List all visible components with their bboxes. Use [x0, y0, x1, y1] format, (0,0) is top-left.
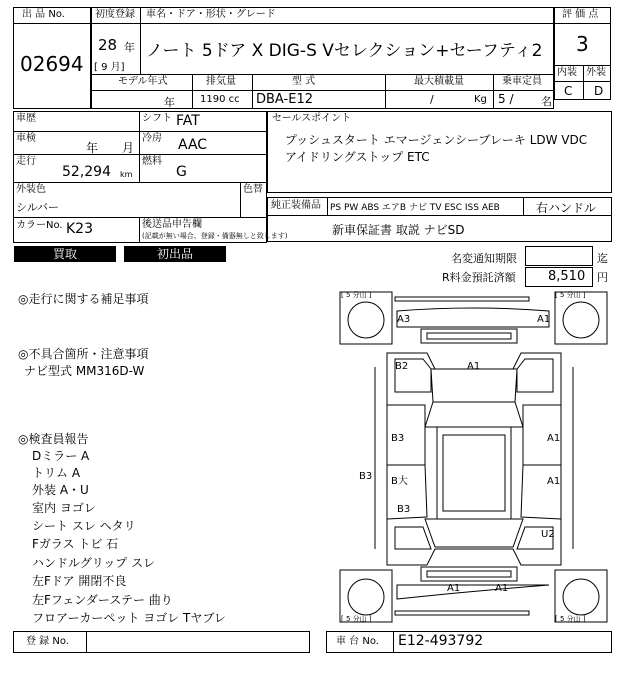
front-bumper: [395, 297, 529, 301]
windshield: [425, 402, 523, 427]
model-year-label: モデル年式: [118, 76, 168, 87]
inspector-line-2: トリム A: [32, 466, 81, 480]
car-body-outline: [387, 353, 561, 565]
damage-mark: B3: [359, 471, 373, 482]
lot-number: 02694: [20, 52, 84, 76]
car-name-label: 車名・ドア・形状・グレード: [146, 9, 276, 20]
capacity-unit: 名: [541, 95, 552, 108]
purchase-badge: 買取: [14, 246, 116, 262]
docs-note: (記載が無い場合、登録・備器無しと致します): [142, 232, 288, 240]
damage-mark: A1: [537, 314, 551, 325]
car-damage-diagram: [335, 287, 612, 625]
inspection-month: 月: [122, 141, 135, 155]
rear-bumper: [397, 585, 549, 599]
equipment-value: PS PW ABS エアB ナビ TV ESC ISS AEB: [330, 203, 500, 213]
chassis-label: 車 台 No.: [336, 636, 379, 647]
aircon-value: AAC: [178, 137, 208, 153]
tire-rear-right: [563, 579, 599, 615]
defects-line: ナビ型式 MM316D-W: [24, 364, 145, 378]
grade-label: 評 価 点: [562, 9, 599, 20]
tire-depth-front-right: [ 5 分山 ]: [555, 291, 586, 299]
damage-mark: A1: [495, 583, 509, 594]
damage-mark: B2: [395, 361, 409, 372]
selling-points-line-2: アイドリングストップ ETC: [285, 150, 430, 164]
shift-label: シフト: [142, 113, 172, 124]
color-label: 外装色: [16, 184, 46, 195]
shift-value: FAT: [176, 113, 200, 129]
handle-value: 右ハンドル: [536, 201, 597, 215]
damage-mark: U2: [541, 529, 555, 540]
mileage-label: 走行: [16, 156, 36, 167]
lot-label: 出 品 No.: [22, 9, 65, 20]
tire-depth-rear-left: [ 5 分山 ]: [341, 615, 372, 623]
defects-label: ◎不具合箇所・注意事項: [18, 347, 149, 361]
inspector-line-3: 外装 A・U: [32, 483, 89, 497]
damage-mark: A1: [547, 433, 561, 444]
inspector-line-4: 室内 ヨゴレ: [32, 501, 96, 515]
damage-mark: B大: [391, 476, 408, 487]
inspector-line-6: Fガラス トビ 石: [32, 537, 119, 551]
tire-front-left: [348, 302, 384, 338]
grade-value: 3: [576, 32, 589, 56]
rear-window: [425, 519, 523, 547]
interior-grade: C: [564, 84, 573, 98]
exterior-grade: D: [594, 84, 604, 98]
tire-rear-left: [348, 579, 384, 615]
recycle-fee-unit: 円: [597, 271, 608, 284]
capacity-value: 5 /: [498, 92, 514, 106]
displacement-label: 排気量: [206, 76, 236, 87]
recycle-fee-label: R料金預託済額: [442, 271, 516, 284]
repaint-label: 色替: [243, 184, 263, 195]
aircon-label: 冷房: [142, 133, 162, 144]
first-registration-label: 初度登録: [95, 9, 135, 20]
damage-mark: B3: [391, 433, 405, 444]
inspector-line-1: Dミラー A: [32, 449, 90, 463]
inspector-line-10: フロアーカーペット ヨゴレ Tヤブレ: [32, 611, 226, 625]
tire-depth-front-left: [ 5 分山 ]: [341, 291, 372, 299]
name-change-deadline-box: [525, 246, 593, 266]
damage-mark: A1: [547, 476, 561, 487]
car-name: ノート 5ドア X DIG-S Vセレクション+セーフティ2: [146, 41, 543, 61]
selling-points-label: セールスポイント: [272, 113, 352, 124]
fuel-value: G: [176, 164, 187, 180]
driving-notes-label: ◎走行に関する補足事項: [18, 292, 149, 306]
equipment-label: 純正装備品: [271, 200, 321, 211]
registration-label: 登 録 No.: [26, 636, 69, 647]
chassis-number: E12-493792: [398, 633, 484, 649]
tire-depth-rear-right: [ 5 分山 ]: [555, 615, 586, 623]
recycle-fee-value: 8,510: [548, 269, 586, 284]
color-value: シルバー: [16, 201, 59, 214]
max-load-label: 最大積載量: [414, 76, 464, 87]
model-label: 型 式: [292, 76, 316, 87]
damage-mark: A1: [467, 361, 481, 372]
inspector-line-7: ハンドルグリップ スレ: [32, 556, 156, 570]
name-change-deadline-label: 名変通知期限: [451, 252, 517, 265]
inspection-label: 車検: [16, 133, 36, 144]
fuel-label: 燃料: [142, 156, 162, 167]
mileage-unit: km: [120, 170, 133, 179]
exterior-label: 外装: [586, 67, 606, 78]
inspector-line-9: 左Fフェンダーステー 曲り: [32, 593, 173, 607]
damage-mark: A3: [397, 314, 411, 325]
inspector-line-8: 左Fドア 開閉不良: [32, 574, 127, 588]
inspection-year: 年: [86, 141, 99, 155]
mileage-value: 52,294: [62, 164, 111, 180]
roof: [437, 427, 511, 519]
warranty-value: 新車保証書 取説 ナビSD: [332, 223, 465, 237]
max-load-unit: Kg: [474, 94, 487, 105]
damage-mark: A1: [447, 583, 461, 594]
docs-label: 後送品申告欄: [142, 219, 202, 230]
selling-points-line-1: プッシュスタート エマージェンシーブレーキ LDW VDC: [285, 133, 588, 147]
damage-mark: B3: [397, 504, 411, 515]
model-value: DBA-E12: [256, 92, 313, 107]
model-year-unit: 年: [164, 96, 175, 109]
hood: [431, 369, 517, 402]
first-registration-year: 28: [98, 36, 118, 54]
interior-label: 内装: [557, 67, 577, 78]
inspector-report-label: ◎検査員報告: [18, 432, 89, 446]
first-registration-month: [ 9 月]: [94, 62, 125, 73]
color-no-value: K23: [66, 221, 93, 237]
displacement-value: 1190 cc: [200, 94, 240, 105]
tire-front-right: [563, 302, 599, 338]
history-label: 車歴: [16, 113, 36, 124]
capacity-label: 乗車定員: [502, 76, 542, 87]
color-no-label: カラーNo.: [16, 220, 63, 231]
deadline-unit: 迄: [597, 252, 608, 265]
year-unit: 年: [124, 41, 135, 54]
first-listing-badge: 初出品: [124, 246, 226, 262]
inspector-line-5: シート スレ ヘタリ: [32, 519, 136, 533]
max-load-slash: /: [430, 93, 434, 106]
